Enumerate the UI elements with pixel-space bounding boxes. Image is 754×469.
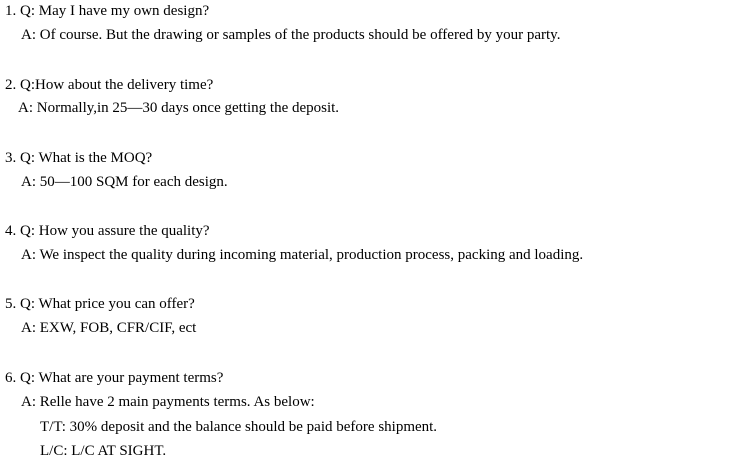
faq-question-5: 5. Q: What price you can offer? (5, 296, 195, 312)
faq-question-1: 1. Q: May I have my own design? (5, 3, 210, 19)
faq-question-3: 3. Q: What is the MOQ? (5, 150, 153, 166)
faq-answer-4: A: We inspect the quality during incoming material, production process, packing and loading. (21, 247, 584, 263)
faq-answer-1: A: Of course. But the drawing or samples of the products should be offered by your party. (21, 27, 561, 43)
faq-question-4: 4. Q: How you assure the quality? (5, 223, 210, 239)
faq-answer-6: A: Relle have 2 main payments terms. As below: (21, 394, 315, 410)
payment-term-tt: T/T: 30% deposit and the balance should be paid before shipment. (40, 419, 438, 435)
payment-term-lc: L/C: L/C AT SIGHT. (40, 443, 167, 459)
faq-answer-3: A: 50—100 SQM for each design. (21, 174, 228, 190)
faq-answer-2: A: Normally,in 25—30 days once getting the deposit. (18, 100, 340, 116)
faq-question-6: 6. Q: What are your payment terms? (5, 370, 224, 386)
faq-answer-5: A: EXW, FOB, CFR/CIF, ect (21, 320, 197, 336)
faq-question-2: 2. Q:How about the delivery time? (5, 77, 214, 93)
